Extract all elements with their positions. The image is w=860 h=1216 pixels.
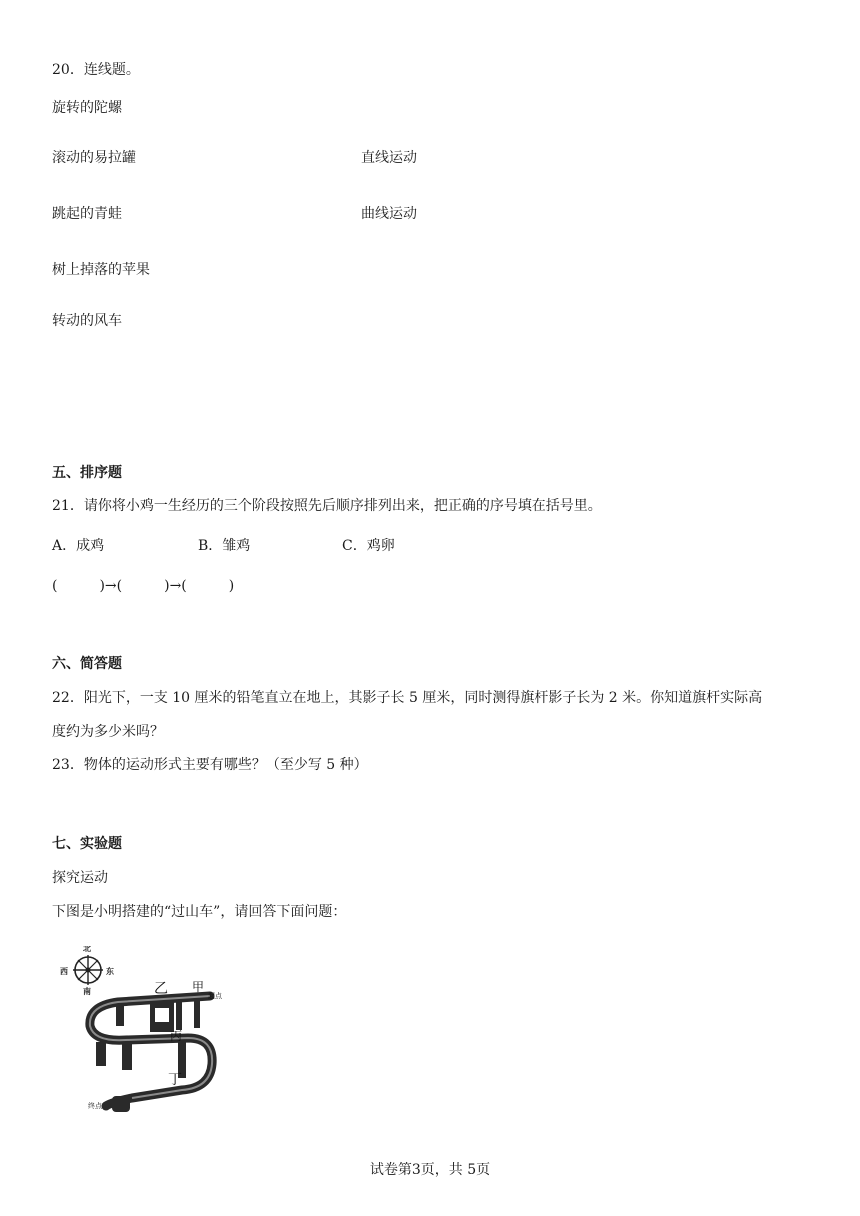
label-west: 西 [60, 966, 68, 976]
label-jia: 甲 [192, 980, 205, 994]
q22-line: 22．阳光下，一支 10 厘米的铅笔直立在地上，其影子长 5 厘米，同时测得旗杆影子长为 2 米。你知道旗杆实际高 [52, 690, 763, 706]
match-right-item: 曲线运动 [361, 206, 417, 222]
label-yi: 乙 [154, 981, 168, 997]
page-footer: 试卷第3页，共 5页 [369, 1162, 491, 1178]
label-bing: 丙 [170, 1029, 183, 1043]
label-start: 起点 [208, 992, 222, 1000]
option-b: B．雏鸡 [198, 538, 251, 554]
section-subtitle: 探究运动 [52, 870, 108, 886]
label-end: 终点 [88, 1102, 102, 1110]
q21-text: 21．请你将小鸡一生经历的三个阶段按照先后顺序排列出来，把正确的序号填在括号里。 [52, 498, 602, 514]
match-left-item: 树上掉落的苹果 [52, 262, 150, 278]
q20-title: 20．连线题。 [52, 62, 140, 78]
match-right-item: 直线运动 [361, 150, 417, 166]
label-east: 东 [106, 966, 114, 976]
match-left-item: 旋转的陀螺 [52, 100, 122, 116]
match-left-item: 转动的风车 [52, 313, 122, 329]
section-heading: 七、实验题 [52, 836, 122, 852]
label-north: 北 [83, 946, 91, 953]
label-ding: 丁 [168, 1072, 182, 1088]
label-south: 南 [83, 986, 91, 996]
roller-coaster-figure [50, 946, 240, 1122]
answer-blanks: ( )→( )→( ) [52, 578, 235, 594]
figure-intro: 下图是小明搭建的“过山车”，请回答下面问题： [52, 904, 347, 920]
option-a: A．成鸡 [52, 538, 105, 554]
match-left-item: 跳起的青蛙 [52, 206, 122, 222]
section-heading: 六、简答题 [52, 656, 122, 672]
compass-icon [73, 955, 103, 985]
option-c: C．鸡卵 [342, 538, 395, 554]
match-left-item: 滚动的易拉罐 [52, 150, 136, 166]
section-heading: 五、排序题 [52, 465, 122, 481]
q22-line: 度约为多少米吗？ [52, 724, 164, 740]
q23-text: 23．物体的运动形式主要有哪些？（至少写 5 种） [52, 757, 368, 773]
